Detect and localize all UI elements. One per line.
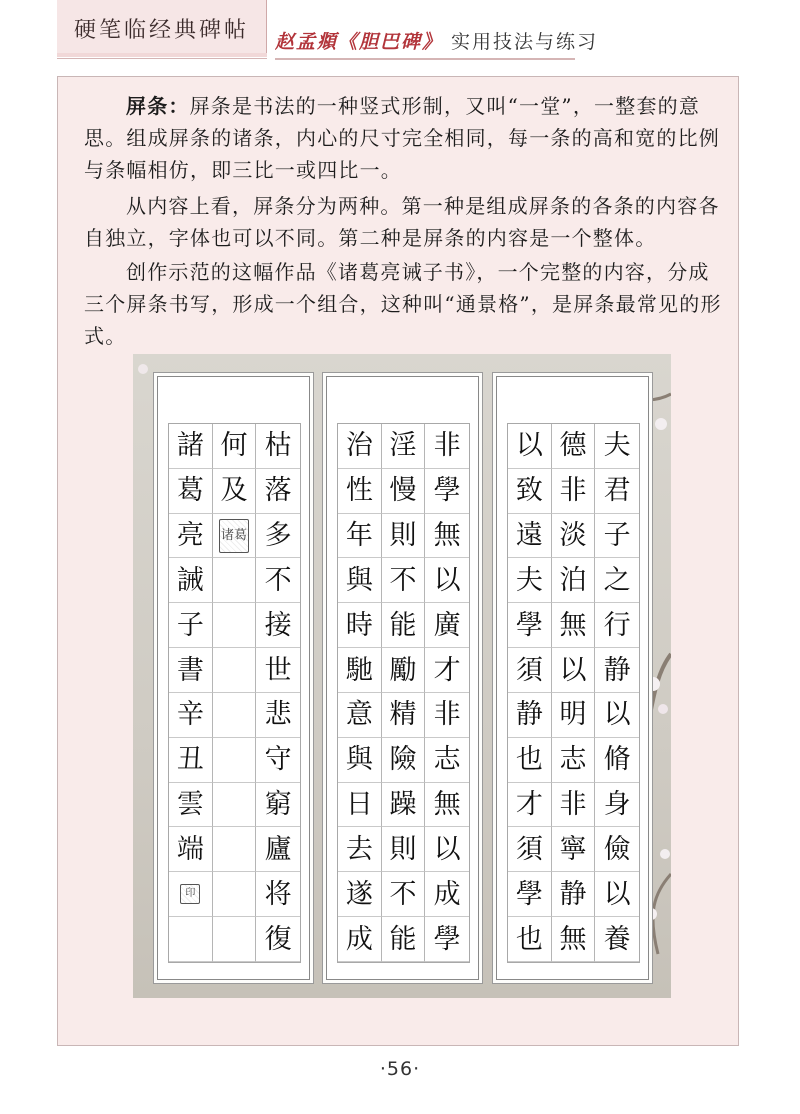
grid-cell: 子 [595, 514, 639, 559]
grid-cell: 也 [508, 738, 552, 783]
grid-cell: 志 [425, 738, 469, 783]
paragraph-3-text: 创作示范的这幅作品《诸葛亮诫子书》，一个完整的内容，分成三个屏条书写，形成一个组合，这种叫“通景格”，是屏条最常见的形式。 [84, 260, 722, 348]
calligraphy-artwork [133, 354, 671, 998]
grid-cell: 泊 [552, 558, 596, 603]
grid-cell: 儉 [595, 827, 639, 872]
grid-cell: 丑 [169, 738, 213, 783]
grid-cell: 諸 [169, 424, 213, 469]
grid-cell: 接 [256, 603, 300, 648]
grid-cell: 脩 [595, 738, 639, 783]
grid-cell [169, 872, 213, 917]
grid-cell: 學 [508, 603, 552, 648]
grid-cell: 不 [256, 558, 300, 603]
grid-cell [213, 827, 257, 872]
grid-cell: 誡 [169, 558, 213, 603]
grid-cell [213, 648, 257, 693]
grid-cell: 不 [382, 558, 426, 603]
grid-cell: 無 [552, 603, 596, 648]
seal-stamp: 诸葛 [219, 519, 249, 553]
grid-cell [213, 738, 257, 783]
grid-cell: 年 [338, 514, 382, 559]
header-divider-right [275, 58, 575, 60]
grid-cell: 以 [595, 693, 639, 738]
scroll-left [157, 376, 310, 980]
grid-cell: 能 [382, 603, 426, 648]
grid-cell: 非 [552, 783, 596, 828]
grid-cell: 以 [552, 648, 596, 693]
header-divider-left [57, 58, 267, 59]
grid-cell: 以 [425, 558, 469, 603]
grid-cell: 則 [382, 827, 426, 872]
grid-cell: 枯 [256, 424, 300, 469]
grid-cell: 與 [338, 558, 382, 603]
grid-cell: 淡 [552, 514, 596, 559]
grid-cell: 才 [425, 648, 469, 693]
grid-cell: 則 [382, 514, 426, 559]
grid-cell: 遠 [508, 514, 552, 559]
grid-cell: 險 [382, 738, 426, 783]
grid-cell: 廬 [256, 827, 300, 872]
grid-cell [213, 558, 257, 603]
grid-cell: 以 [425, 827, 469, 872]
grid-middle [337, 423, 470, 963]
paragraph-2-text: 从内容上看，屏条分为两种。第一种是组成屏条的各条的内容各自独立，字体也可以不同。第二种是屏条的内容是一个整体。 [84, 194, 720, 250]
grid-cell: 淫 [382, 424, 426, 469]
grid-cell [213, 783, 257, 828]
grid-cell [213, 514, 257, 559]
grid-cell: 子 [169, 603, 213, 648]
grid-cell: 非 [425, 693, 469, 738]
grid-cell: 復 [256, 917, 300, 962]
grid-cell: 何 [213, 424, 257, 469]
grid-cell: 須 [508, 827, 552, 872]
grid-cell: 須 [508, 648, 552, 693]
header-book-title-box [57, 0, 267, 57]
grid-cell [213, 603, 257, 648]
grid-cell: 静 [508, 693, 552, 738]
grid-cell: 辛 [169, 693, 213, 738]
grid-cell: 成 [425, 872, 469, 917]
grid-cell [213, 693, 257, 738]
grid-cell: 雲 [169, 783, 213, 828]
grid-cell: 志 [552, 738, 596, 783]
grid-cell: 治 [338, 424, 382, 469]
grid-cell: 廣 [425, 603, 469, 648]
grid-cell: 精 [382, 693, 426, 738]
grid-cell: 行 [595, 603, 639, 648]
grid-cell: 夫 [508, 558, 552, 603]
grid-cell: 静 [595, 648, 639, 693]
paragraph-example [84, 256, 729, 352]
grid-cell: 慢 [382, 469, 426, 514]
header-chapter [275, 22, 598, 58]
grid-cell: 不 [382, 872, 426, 917]
grid-cell: 無 [552, 917, 596, 962]
grid-cell: 勵 [382, 648, 426, 693]
scroll-middle [326, 376, 479, 980]
grid-cell: 之 [595, 558, 639, 603]
grid-cell: 日 [338, 783, 382, 828]
grid-cell: 世 [256, 648, 300, 693]
grid-cell [213, 917, 257, 962]
grid-cell: 書 [169, 648, 213, 693]
grid-cell: 悲 [256, 693, 300, 738]
grid-cell: 學 [508, 872, 552, 917]
grid-cell: 夫 [595, 424, 639, 469]
grid-cell: 亮 [169, 514, 213, 559]
grid-cell: 學 [425, 917, 469, 962]
grid-cell: 養 [595, 917, 639, 962]
paragraph-1-text: 屏条是书法的一种竖式形制，又叫“一堂”，一整套的意思。组成屏条的诸条，内心的尺寸完全相同，每一条的高和宽的比例与条幅相仿，即三比一或四比一。 [84, 94, 720, 182]
grid-cell [213, 872, 257, 917]
grid-cell: 學 [425, 469, 469, 514]
chapter-subtitle: 实用技法与练习 [451, 30, 599, 53]
scroll-right [496, 376, 649, 980]
grid-cell: 非 [425, 424, 469, 469]
page-number: ·56· [379, 1058, 421, 1080]
chapter-title: 赵孟頫《胆巴碑》 [275, 30, 444, 53]
grid-cell: 才 [508, 783, 552, 828]
grid-cell: 無 [425, 514, 469, 559]
grid-left [168, 423, 301, 963]
grid-cell: 躁 [382, 783, 426, 828]
grid-cell: 窮 [256, 783, 300, 828]
grid-cell: 端 [169, 827, 213, 872]
grid-cell: 静 [552, 872, 596, 917]
grid-cell: 德 [552, 424, 596, 469]
grid-right [507, 423, 640, 963]
grid-cell: 非 [552, 469, 596, 514]
seal-stamp-small: 印 [180, 884, 200, 904]
grid-cell: 将 [256, 872, 300, 917]
grid-cell: 落 [256, 469, 300, 514]
book-title: 硬笔临经典碑帖 [73, 18, 249, 43]
paragraph-content-types [84, 190, 729, 254]
grid-cell: 能 [382, 917, 426, 962]
grid-cell: 去 [338, 827, 382, 872]
paragraph-definition [84, 90, 729, 186]
grid-cell: 馳 [338, 648, 382, 693]
grid-cell: 也 [508, 917, 552, 962]
grid-cell: 與 [338, 738, 382, 783]
term-label: 屏条： [126, 94, 190, 118]
grid-cell: 及 [213, 469, 257, 514]
grid-cell: 守 [256, 738, 300, 783]
grid-cell: 以 [508, 424, 552, 469]
grid-cell: 無 [425, 783, 469, 828]
grid-cell: 君 [595, 469, 639, 514]
grid-cell: 意 [338, 693, 382, 738]
grid-cell: 以 [595, 872, 639, 917]
grid-cell: 性 [338, 469, 382, 514]
grid-cell: 多 [256, 514, 300, 559]
grid-cell: 明 [552, 693, 596, 738]
grid-cell [169, 917, 213, 962]
grid-cell: 身 [595, 783, 639, 828]
grid-cell: 致 [508, 469, 552, 514]
grid-cell: 成 [338, 917, 382, 962]
grid-cell: 寧 [552, 827, 596, 872]
grid-cell: 時 [338, 603, 382, 648]
grid-cell: 遂 [338, 872, 382, 917]
grid-cell: 葛 [169, 469, 213, 514]
